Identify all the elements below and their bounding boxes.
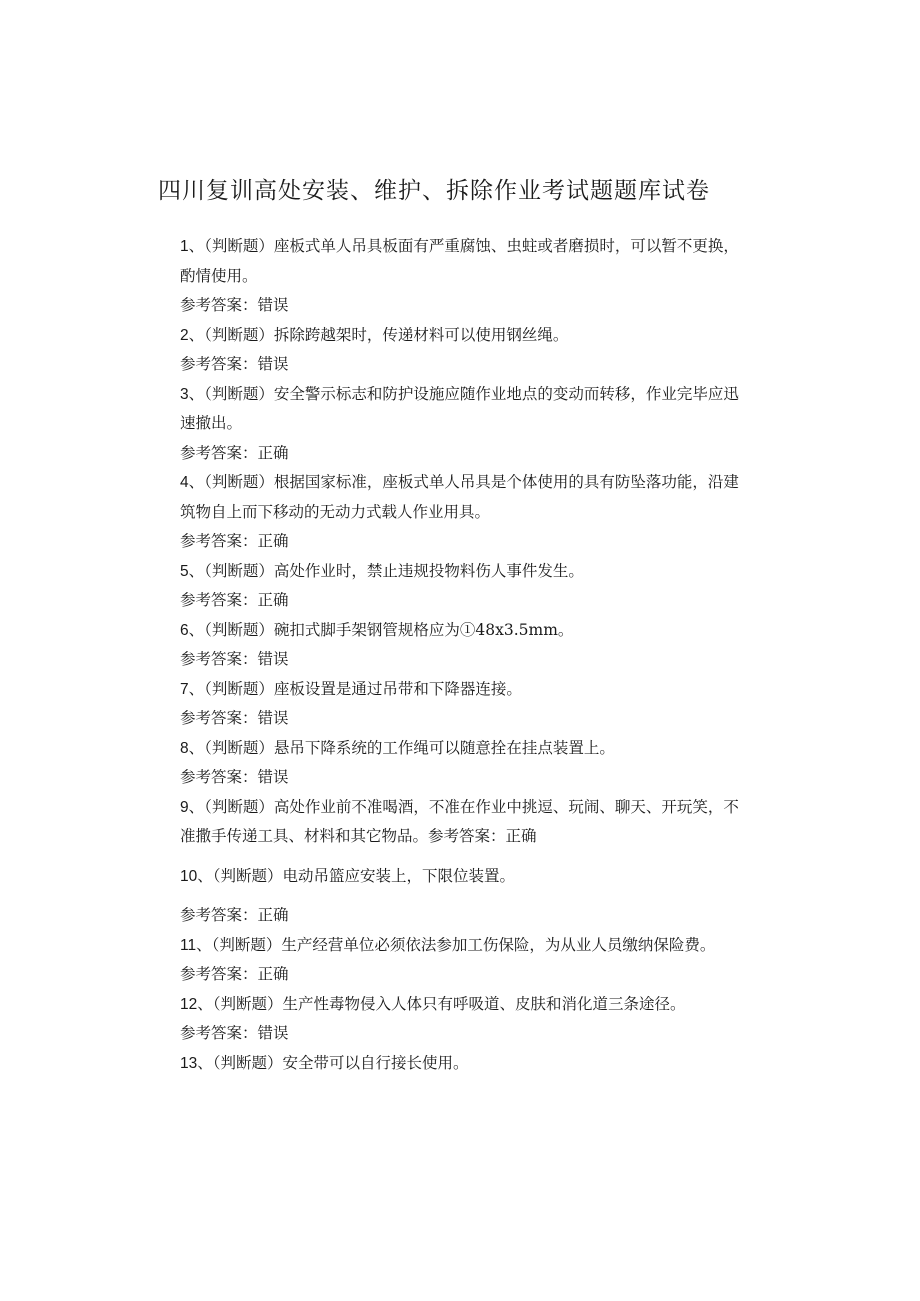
question-5 <box>180 557 740 587</box>
document-title: 四川复训高处安装、维护、拆除作业考试题题库试卷 <box>158 178 710 204</box>
question-11 <box>180 931 740 961</box>
question-separator: 、 <box>196 935 212 954</box>
question-separator: 、 <box>188 325 205 344</box>
question-2 <box>180 321 740 351</box>
answer-3: 参考答案：正确 <box>180 443 289 462</box>
question-number: 7 <box>180 680 189 698</box>
question-number: 13 <box>180 1054 198 1072</box>
question-text: （判断题）高处作业前不准喝酒，不准在作业中挑逗、玩闹、聊天、开玩笑，不准撒手传递工具、材料和其它物品。参考答案：正确 <box>180 797 739 845</box>
question-number: 2 <box>180 326 189 344</box>
question-separator: 、 <box>188 237 205 255</box>
spacer <box>180 852 740 862</box>
answer-2: 参考答案：错误 <box>180 355 289 373</box>
question-number: 3 <box>180 385 189 403</box>
question-10 <box>180 862 740 892</box>
question-text: （判断题）生产经营单位必须依法参加工伤保险，为从业人员缴纳保险费。 <box>211 935 716 954</box>
answer-7: 参考答案：错误 <box>180 709 289 727</box>
question-7 <box>180 675 740 705</box>
question-separator: 、 <box>197 1053 213 1072</box>
question-number: 1 <box>180 238 189 255</box>
answer-4: 参考答案：正确 <box>180 532 289 550</box>
question-9 <box>180 793 740 852</box>
question-separator: 、 <box>188 561 205 580</box>
answer-12: 参考答案：错误 <box>180 1024 289 1042</box>
question-separator: 、 <box>188 473 205 491</box>
question-number: 10 <box>180 867 198 885</box>
question-13 <box>180 1049 740 1079</box>
question-text: （判断题）电动吊篮应安装上，下限位装置。 <box>212 866 516 885</box>
question-number: 12 <box>180 995 198 1013</box>
question-separator: 、 <box>197 866 213 885</box>
question-1 <box>180 232 740 291</box>
question-text: （判断题）碗扣式脚手架钢管规格应为①48x3.5mm。 <box>204 620 574 639</box>
question-8 <box>180 734 740 764</box>
question-text: （判断题）安全带可以自行接长使用。 <box>212 1053 469 1072</box>
question-number: 6 <box>180 621 189 639</box>
question-6 <box>180 616 740 646</box>
answer-8: 参考答案：错误 <box>180 768 289 786</box>
question-separator: 、 <box>188 679 205 698</box>
question-separator: 、 <box>197 994 213 1013</box>
question-number: 5 <box>180 562 189 580</box>
spacer <box>180 891 740 901</box>
answer-5: 参考答案：正确 <box>180 591 289 609</box>
question-number: 9 <box>180 798 189 816</box>
question-text: （判断题）座板设置是通过吊带和下降器连接。 <box>204 679 522 698</box>
question-separator: 、 <box>188 738 205 757</box>
question-separator: 、 <box>188 620 205 639</box>
question-text: （判断题）座板式单人吊具板面有严重腐蚀、虫蛀或者磨损时，可以暂不更换，酌情使用。 <box>180 237 739 285</box>
question-text: （判断题）根据国家标准，座板式单人吊具是个体使用的具有防坠落功能，沿建筑物自上而下移动的无动力式载人作业用具。 <box>180 473 739 521</box>
answer-1: 参考答案：错误 <box>180 296 289 314</box>
question-text: （判断题）悬吊下降系统的工作绳可以随意拴在挂点装置上。 <box>204 738 615 757</box>
question-3 <box>180 380 740 439</box>
question-number: 11 <box>180 936 197 954</box>
question-number: 4 <box>180 474 189 491</box>
question-text: （判断题）生产性毒物侵入人体只有呼吸道、皮肤和消化道三条途径。 <box>212 994 686 1013</box>
question-4 <box>180 468 740 527</box>
question-separator: 、 <box>188 797 205 816</box>
answer-11: 参考答案：正确 <box>180 965 289 983</box>
question-text: （判断题）安全警示标志和防护设施应随作业地点的变动而转移，作业完毕应迅速撤出。 <box>180 384 739 432</box>
question-text: （判断题）拆除跨越架时，传递材料可以使用钢丝绳。 <box>204 325 569 344</box>
question-list <box>180 232 740 1078</box>
question-number: 8 <box>180 739 189 757</box>
answer-6: 参考答案：错误 <box>180 650 289 668</box>
question-12 <box>180 990 740 1020</box>
question-separator: 、 <box>188 384 205 403</box>
question-text: （判断题）高处作业时，禁止违规投物料伤人事件发生。 <box>204 561 584 580</box>
answer-10: 参考答案：正确 <box>180 906 289 924</box>
